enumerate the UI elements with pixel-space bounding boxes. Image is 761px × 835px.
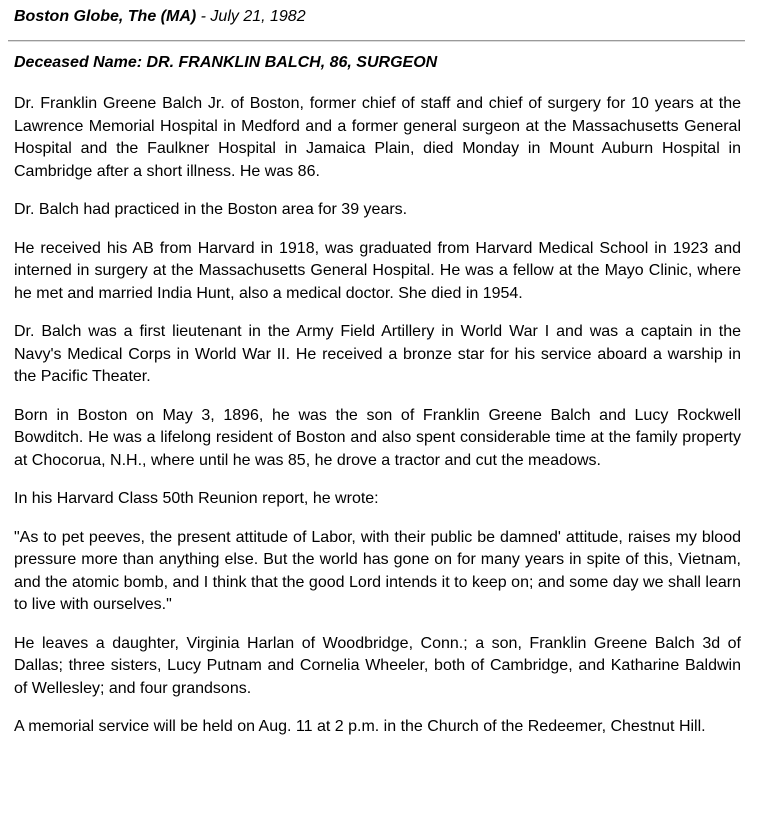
paragraph: He received his AB from Harvard in 1918, was graduated from Harvard Medical School in 1923 and interned in surgery at the Massachusetts General Hospital. He was a fellow at the Mayo Clinic, where he met and married India Hunt, also a medical doctor. She died in 1954. [14, 239, 741, 302]
paragraph: Dr. Balch had practiced in the Boston area for 39 years. [14, 201, 408, 218]
obituary-body [14, 93, 741, 755]
paragraph: A memorial service will be held on Aug. 11 at 2 p.m. in the Church of the Redeemer, Chestnut Hill. [14, 718, 706, 735]
paragraph: In his Harvard Class 50th Reunion report, he wrote: [14, 490, 379, 507]
paragraph-quote: "As to pet peeves, the present attitude of Labor, with their public be damned' attitude, raises my blood pressure more than anything else. But the world has gone on for many years in spite of this, Vietnam, and the atomic bomb, and I think that the good Lord intends it to keep on; and some day we shall learn to live with ourselves." [14, 528, 741, 613]
paragraph: Dr. Balch was a first lieutenant in the Army Field Artillery in World War I and was a captain in the Navy's Medical Corps in World War II. He received a bronze star for his service aboard a warship in the Pacific Theater. [14, 323, 741, 385]
paragraph: Born in Boston on May 3, 1896, he was the son of Franklin Greene Balch and Lucy Rockwell Bowditch. He was a lifelong resident of Boston and also spent considerable time at the family property at Chocorua, N.H., where until he was 85, he drove a tractor and cut the meadows. [14, 406, 741, 469]
deceased-name-heading: Deceased Name: DR. FRANKLIN BALCH, 86, SURGEON [14, 54, 438, 71]
paragraph: He leaves a daughter, Virginia Harlan of Woodbridge, Conn.; a son, Franklin Greene Balch 3d of Dallas; three sisters, Lucy Putnam and Cornelia Wheeler, both of Cambridge, and Katharine Baldwin of Wellesley; and four grandsons. [14, 634, 741, 697]
header-separator: - [196, 8, 211, 25]
publication-header [14, 8, 306, 26]
publication-name: Boston Globe, The (MA) [14, 8, 197, 25]
header-divider [8, 40, 745, 42]
publication-date: July 21, 1982 [210, 8, 306, 25]
paragraph: Dr. Franklin Greene Balch Jr. of Boston, former chief of staff and chief of surgery for 10 years at the Lawrence Memorial Hospital in Medford and a former general surgeon at the Massachusetts General Hospital and the Faulkner Hospital in Jamaica Plain, died Monday in Mount Auburn Hospital in Cambridge after a short illness. He was 86. [14, 95, 741, 180]
